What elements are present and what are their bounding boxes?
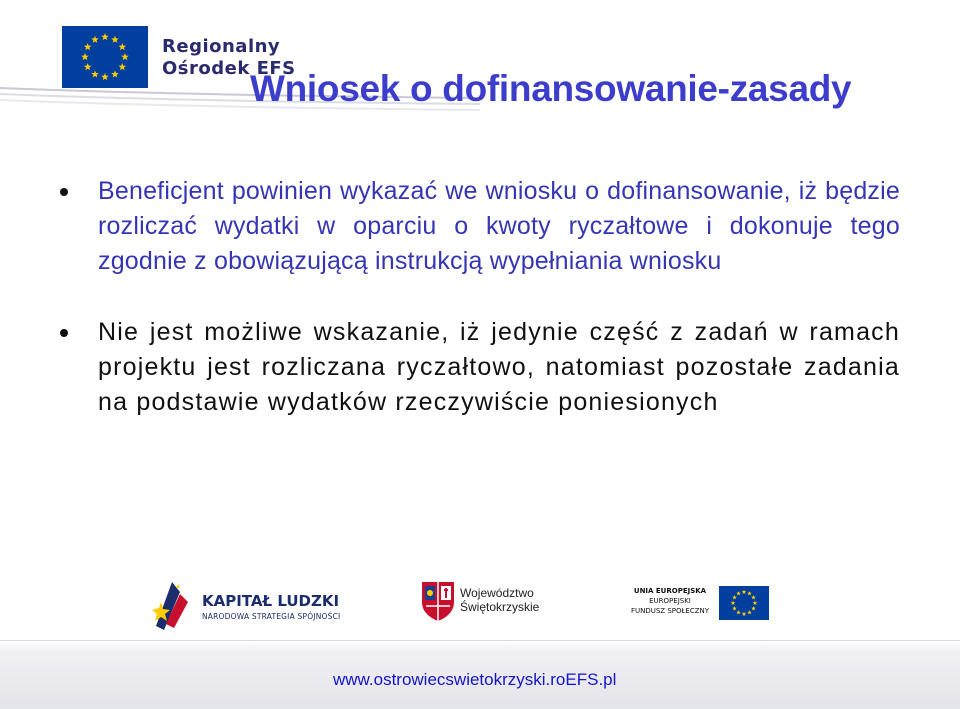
eu-star-icon: [742, 612, 747, 616]
logo-line1: Regionalny: [162, 36, 281, 57]
kapital-ludzki-sublabel: NARODOWA STRATEGIA SPÓJNOŚCI: [202, 612, 341, 621]
wojewodztwo-logo: [420, 580, 560, 630]
eu-star-icon: [736, 610, 741, 614]
eu-star-icon: [736, 591, 741, 595]
wojewodztwo-label: [460, 586, 539, 614]
eu-flag-icon: [62, 26, 148, 88]
eu-flag-icon: [719, 586, 769, 620]
kapital-ludzki-label: KAPITAŁ LUDZKI: [202, 592, 340, 610]
eu-star-icon: [121, 53, 129, 60]
bullet-text: Beneficjent powinien wykazać we wniosku o dofinansowanie, iż będzie rozliczać wydatki w oparciu o kwoty ryczałtowe i dokonuje tego zgodnie z obowiązującą instrukcją wypełniania wniosku: [98, 177, 900, 275]
ue-line1: UNIA EUROPEJSKA: [633, 587, 707, 595]
bullet-dot-icon: [60, 329, 68, 337]
eu-star-icon: [91, 36, 99, 43]
eu-star-icon: [753, 601, 758, 605]
regionalny-osrodek-efs-logo: [62, 26, 296, 88]
eu-star-icon: [84, 43, 92, 50]
bullet-list: [60, 174, 900, 420]
eu-star-icon: [732, 606, 737, 610]
eu-star-icon: [111, 70, 119, 77]
eu-star-icon: [119, 43, 127, 50]
eu-star-icon: [111, 36, 119, 43]
wojewodztwo-coat-of-arms-icon: [420, 580, 456, 622]
eu-star-icon: [747, 591, 752, 595]
eu-star-icon: [91, 70, 99, 77]
ue-label: [624, 586, 716, 616]
bullet-item: [60, 315, 900, 420]
bullet-dot-icon: [60, 188, 68, 196]
eu-star-icon: [731, 601, 736, 605]
eu-star-icon: [751, 595, 756, 599]
eu-star-icon: [84, 63, 92, 70]
eu-star-icon: [101, 33, 109, 40]
bullet-item: [60, 174, 900, 279]
page-title: Wniosek o dofinansowanie-zasady: [250, 68, 852, 109]
eu-star-icon: [101, 73, 109, 80]
wojewodztwo-line2: Świętokrzyskie: [460, 600, 540, 614]
footer-logos: [0, 570, 960, 636]
kapital-ludzki-logo: [150, 578, 340, 633]
wojewodztwo-line1: Województwo: [460, 586, 534, 600]
ue-line3: FUNDUSZ SPOŁECZNY: [630, 607, 710, 615]
kapital-ludzki-logo-icon: [150, 578, 196, 633]
footer-url: www.ostrowiecswietokrzyski.roEFS.pl: [333, 670, 617, 689]
eu-star-icon: [742, 590, 747, 594]
logo-line2: Ośrodek EFS: [162, 58, 296, 79]
eu-star-icon: [732, 595, 737, 599]
bullet-text: Nie jest możliwe wskazanie, iż jedynie część z zadań w ramach projektu jest rozliczana ryczałtowo, natomiast pozostałe zadania na podstawie wydatków rzeczywiście poniesionych: [98, 318, 900, 416]
ue-line2: EUROPEJSKI: [649, 597, 691, 605]
eu-star-icon: [119, 63, 127, 70]
eu-star-icon: [747, 610, 752, 614]
eu-star-icon: [81, 53, 89, 60]
eu-star-icon: [751, 606, 756, 610]
unia-europejska-logo: [624, 582, 774, 628]
